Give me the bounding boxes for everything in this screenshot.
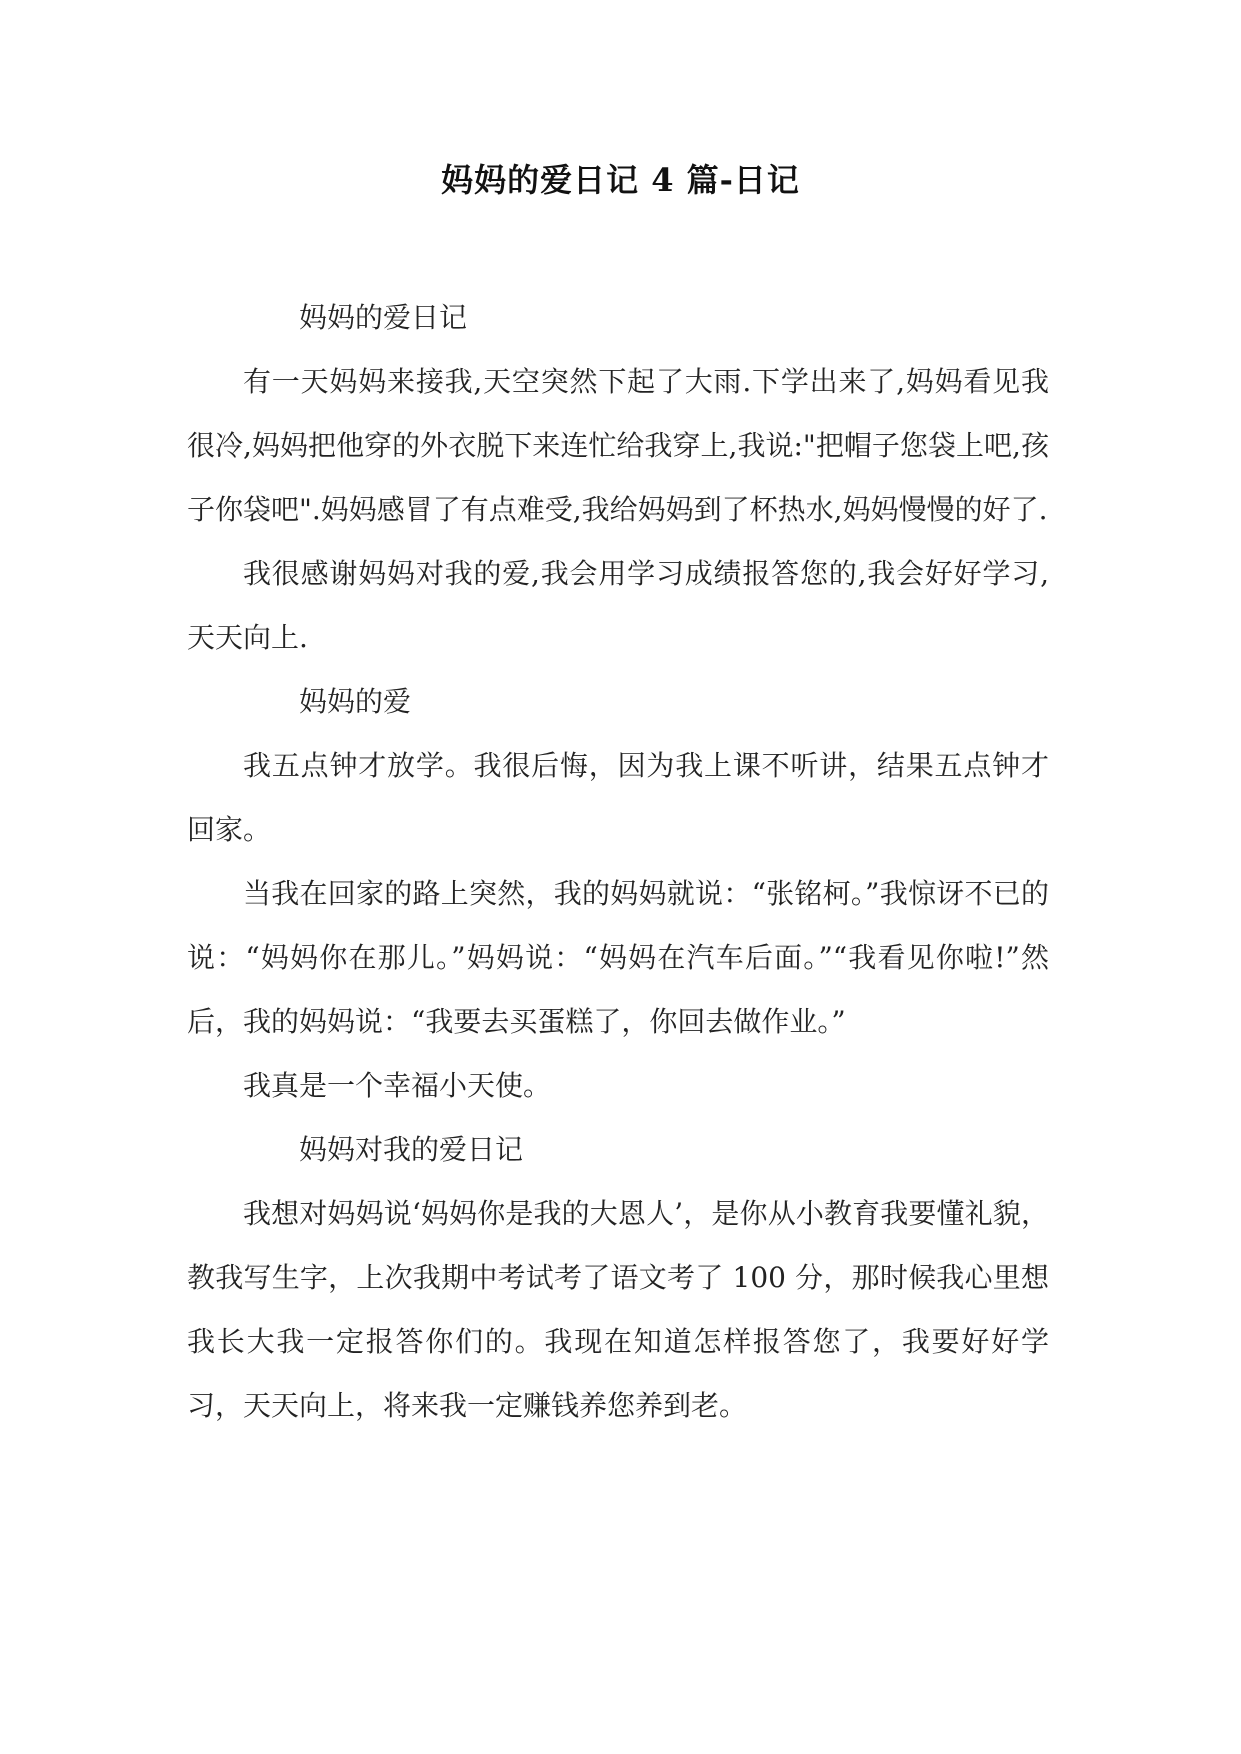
section-heading: 妈妈对我的爱日记 [299, 1133, 524, 1166]
document-body [187, 286, 1049, 1438]
section-heading: 妈妈的爱 [299, 685, 412, 718]
paragraph: 我真是一个幸福小天使。 [243, 1069, 552, 1102]
paragraph: 我想对妈妈说‘妈妈你是我的大恩人’，是你从小教育我要懂礼貌，教我写生字，上次我期中考试考了语文考了 100 分，那时候我心里想我长大我一定报答你们的。我现在知道怎样报答您了，我要好好学习，天天向上，将来我一定赚钱养您养到老。 [187, 1197, 1049, 1422]
section-heading: 妈妈的爱日记 [299, 301, 468, 334]
paragraph: 当我在回家的路上突然，我的妈妈就说：“张铭柯。”我惊讶不已的说：“妈妈你在那儿。”妈妈说：“妈妈在汽车后面。”“我看见你啦!”然后，我的妈妈说：“我要去买蛋糕了，你回去做作业。” [187, 877, 1049, 1038]
paragraph: 我很感谢妈妈对我的爱,我会用学习成绩报答您的,我会好好学习,天天向上. [187, 557, 1049, 654]
document-title: 妈妈的爱日记 4 篇-日记 [441, 161, 800, 199]
paragraph: 有一天妈妈来接我,天空突然下起了大雨.下学出来了,妈妈看见我很冷,妈妈把他穿的外衣脱下来连忙给我穿上,我说:"把帽子您袋上吧,孩子你袋吧".妈妈感冒了有点难受,我给妈妈到了杯热水,妈妈慢慢的好了. [187, 365, 1049, 526]
paragraph: 我五点钟才放学。我很后悔，因为我上课不听讲，结果五点钟才回家。 [187, 749, 1049, 846]
